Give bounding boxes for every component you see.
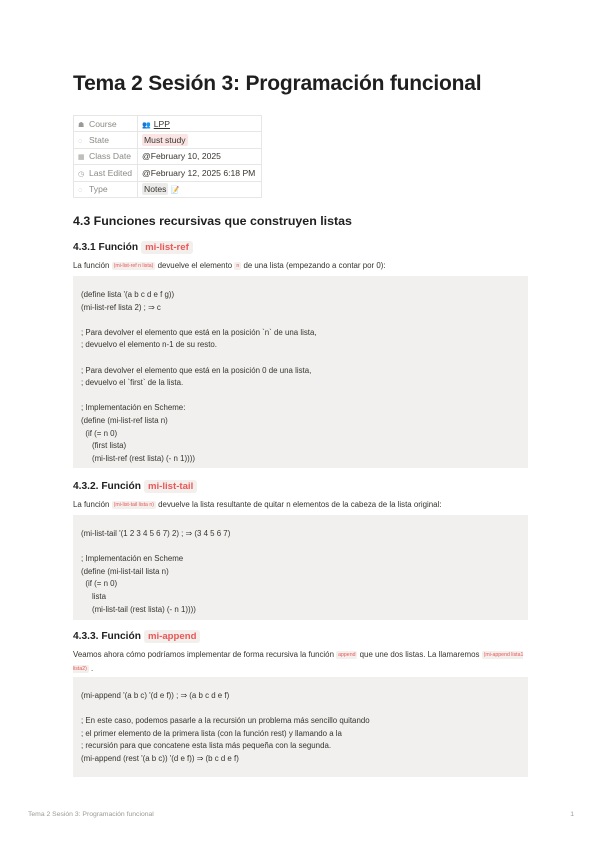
code-block-list-tail [73,515,528,620]
property-value [138,165,262,181]
code-line: ; Para devolver el elemento que está en la posición `n` de una lista, [81,327,317,337]
code-line: ; el primer elemento de la primera lista (con la función rest) y llamando a la [81,728,342,738]
property-row [74,132,262,148]
property-row [74,165,262,181]
property-key [74,132,138,148]
code-line [81,703,520,716]
page-number: 1 [570,811,574,818]
subsection-heading-append [73,630,200,643]
code-line: (define (mi-list-tail lista n) [81,566,169,576]
page-title: Tema 2 Sesión 3: Programación funcional [73,72,482,95]
function-name-chip: mi-append [144,630,201,643]
property-value-text: Notes [144,184,167,195]
text: La función [73,500,112,509]
property-row [74,181,262,197]
code-line: (mi-list-ref (rest lista) (- n 1)))) [81,453,195,463]
property-value [138,132,262,148]
function-name-chip: mi-list-ref [141,241,193,254]
property-key-label: Type [89,184,108,195]
code-line: ; En este caso, podemos pasarle a la recursión un problema más sencillo quitando [81,716,370,726]
inline-code: (mi-list-ref n lista) [113,263,154,269]
property-row [74,116,262,132]
property-key [74,116,138,132]
code-block-append [73,677,528,777]
code-line: ; recursión para que concatene esta lista más pequeña con la segunda. [81,741,332,751]
circle-icon: ◌ [78,187,83,195]
page-footer [28,811,574,818]
text: que une dos listas. La llamaremos [357,650,482,659]
text: Veamos ahora cómo podríamos implementar de forma recursiva la función [73,650,337,659]
code-line: (mi-list-tail '(1 2 3 4 5 6 7) 2) ; ⇒ (3 4 5 6 7) [81,529,231,538]
code-line: (mi-list-ref lista 2) ; ⇒ c [81,302,161,312]
property-value-text[interactable]: LPP [153,118,170,129]
code-line [81,541,520,554]
properties-table [73,115,262,198]
property-key [74,148,138,164]
code-line: ; Para devolver el elemento que está en la posición 0 de una lista, [81,365,312,375]
property-value-text: Must study [144,135,186,146]
code-line [81,390,520,403]
code-line: (mi-append (rest '(a b c)) '(d e f)) ⇒ (b c d e f) [81,753,239,763]
text: de una lista (empezando a contar por 0): [241,261,386,270]
book-icon: ☗ [78,121,85,129]
heading-text: 4.3.3. Función [73,631,141,642]
subsection-heading-list-tail [73,480,197,493]
property-value-text: @February 12, 2025 6:18 PM [142,167,256,178]
code-line: (define lista '(a b c d e f g)) [81,290,175,299]
property-value [138,181,262,197]
code-line: ; Implementación en Scheme: [81,403,186,413]
code-block-list-ref [73,276,528,468]
property-value[interactable] [138,116,262,132]
section-heading: 4.3 Funciones recursivas que construyen listas [73,214,352,228]
notes-icon: 📝 [170,187,180,195]
code-line [81,314,520,327]
property-key-label: Class Date [89,151,132,162]
clock-icon: ◷ [78,170,85,178]
circle-icon: ◌ [78,138,83,146]
code-line: ; devuelvo el elemento n-1 de su resto. [81,340,217,350]
inline-code: (mi-append lista1 lista2) [73,652,524,672]
property-key [74,181,138,197]
paragraph-append [73,648,528,676]
paragraph-list-ref [73,259,528,273]
calendar-icon: ▦ [78,154,85,162]
inline-code: append [338,652,356,658]
code-line: lista [81,591,106,601]
property-value-text: @February 10, 2025 [142,151,221,162]
code-line: ; Implementación en Scheme [81,554,184,564]
property-key-label: State [89,135,110,146]
property-value [138,148,262,164]
property-key [74,165,138,181]
footer-title: Tema 2 Sesión 3: Programación funcional [28,811,154,818]
code-line: ; devuelvo el `first` de la lista. [81,378,184,388]
text: La función [73,261,112,270]
people-icon: 👥 [142,121,151,129]
heading-text: 4.3.1 Función [73,242,139,253]
property-key-label: Last Edited [89,167,132,178]
text: devuelve el elemento [155,261,235,270]
code-line: (if (= n 0) [81,428,118,438]
code-line: (mi-list-tail (rest lista) (- n 1)))) [81,604,196,614]
heading-text: 4.3.2. Función [73,481,141,492]
property-row [74,148,262,164]
paragraph-list-tail [73,498,528,512]
subsection-heading-list-ref [73,241,193,254]
code-line: (if (= n 0) [81,579,118,589]
property-key-label: Course [89,118,117,129]
code-line [81,352,520,365]
text: . [88,664,94,673]
code-line: (define (mi-list-ref lista n) [81,415,168,425]
code-line: (first lista) [81,441,127,451]
text: devuelve la lista resultante de quitar n elementos de la cabeza de la lista original: [155,500,442,509]
inline-code: (mi-list-tail lista n) [113,502,154,508]
inline-code: n [236,263,240,269]
code-line: (mi-append '(a b c) '(d e f)) ; ⇒ (a b c d e f) [81,691,230,700]
function-name-chip: mi-list-tail [144,480,197,493]
